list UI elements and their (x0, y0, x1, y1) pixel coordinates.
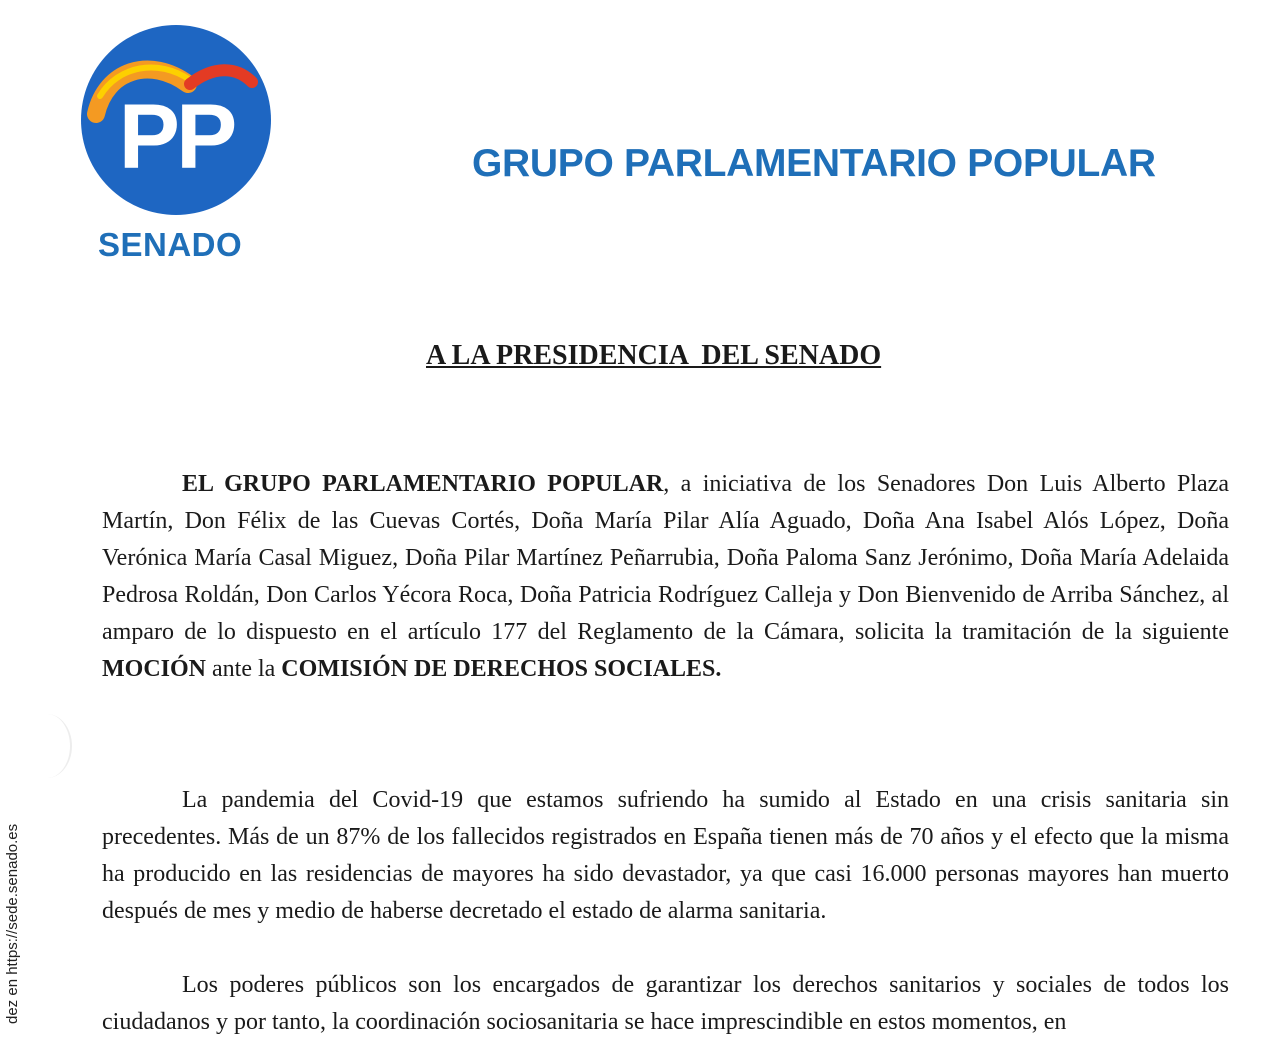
paragraph-pandemia-text: La pandemia del Covid-19 que estamos sufriendo ha sumido al Estado en una crisis sanitaria sin precedentes. Más de un 87% de los fallecidos registrados en España tienen más de 70 años y el efecto que la misma ha producido en las residencias de mayores ha sido devastador, ya que casi 16.000 personas mayores han muerto después de mes y medio de haberse decretado el estado de alarma sanitaria. (102, 787, 1229, 924)
group-name-heading: GRUPO PARLAMENTARIO POPULAR (472, 142, 1156, 185)
paragraph-intro-mocion: MOCIÓN (102, 656, 206, 682)
pp-logo (78, 22, 274, 218)
paragraph-intro-lead: EL GRUPO PARLAMENTARIO POPULAR (182, 471, 664, 497)
logo-subtitle: SENADO (98, 226, 243, 263)
paragraph-intro-text: , a iniciativa de los Senadores Don Luis Alberto Plaza Martín, Don Félix de las Cuevas Cortés, Doña María Pilar Alía Aguado, Doña Ana Isabel Alós López, Doña Verónica María Casal Miguez, Doña Pilar Martínez Peñarrubia, Doña Paloma Sanz Jerónimo, Doña María Adelaida Pedrosa Roldán, Don Carlos Yécora Roca, Doña Patricia Rodríguez Calleja y Don Bienvenido de Arriba Sánchez, al amparo de lo dispuesto en el artículo 177 del Reglamento de la Cámara, solicita la tramitación de la siguiente (102, 471, 1229, 645)
paragraph-poderes (102, 967, 1229, 1041)
paragraph-pandemia (102, 782, 1229, 930)
logo-letters: PP (118, 86, 234, 188)
paragraph-intro-comision: COMISIÓN DE DERECHOS SOCIALES. (281, 656, 722, 682)
margin-mark (22, 714, 72, 778)
side-verification-note: dez en https://sede.senado.es (4, 823, 21, 1024)
document-title: A LA PRESIDENCIA DEL SENADO (426, 340, 882, 371)
paragraph-poderes-text: Los poderes públicos son los encargados de garantizar los derechos sanitarios y sociales de todos los ciudadanos y por tanto, la coordinación sociosanitaria se hace imprescindible en estos momentos, en (102, 972, 1229, 1035)
paragraph-intro (102, 466, 1229, 688)
paragraph-intro-text-2: ante la (206, 656, 282, 682)
pp-logo-icon (78, 22, 274, 218)
